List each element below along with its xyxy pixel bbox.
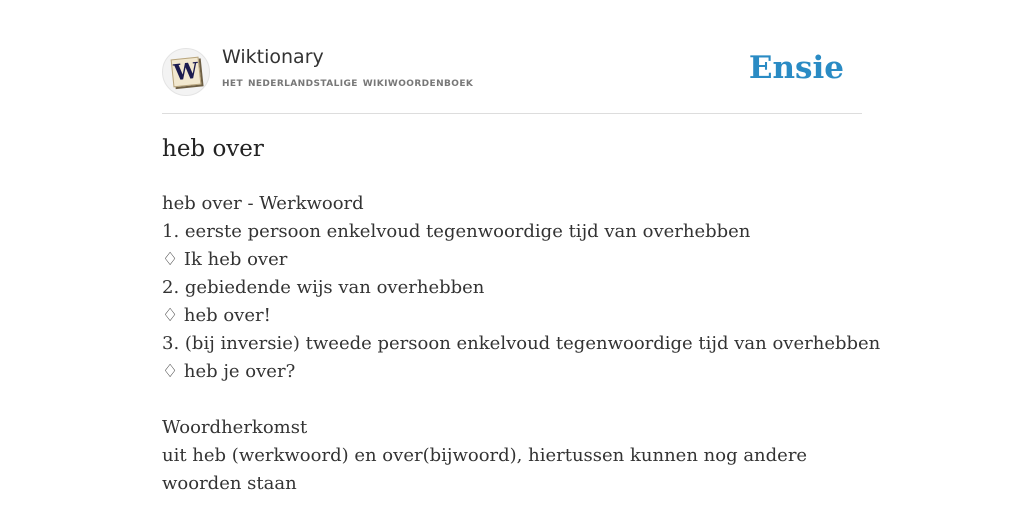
definition-text: 3. (bij inversie) tweede persoon enkelvoud tegenwoordige tijd van overhebben: [162, 333, 881, 354]
entry-heading: heb over - Werkwoord: [162, 193, 364, 214]
definition-text: 2. gebiedende wijs van overhebben: [162, 277, 485, 298]
definition-example: ♢ heb je over?: [162, 361, 296, 382]
header-divider: [162, 113, 862, 114]
etymology-heading: Woordherkomst: [162, 417, 308, 438]
entry-content: [162, 190, 881, 498]
site-tagline: het nederlandstalige wikiwoordenboek: [222, 75, 474, 90]
definition-text: 1. eerste persoon enkelvoud tegenwoordige tijd van overhebben: [162, 221, 751, 242]
site-header: [162, 44, 862, 96]
definition-example: ♢ heb over!: [162, 305, 271, 326]
definition-example: ♢ Ik heb over: [162, 249, 288, 270]
etymology-text: uit heb (werkwoord) en over(bijwoord), hiertussen kunnen nog andere woorden staan: [162, 445, 808, 494]
logo-tile: [171, 57, 202, 88]
site-name[interactable]: Wiktionary: [222, 46, 324, 68]
section-spacer: [162, 386, 862, 414]
page-title: heb over: [162, 136, 264, 162]
wiktionary-logo-icon[interactable]: [162, 48, 210, 96]
ensie-brand-link[interactable]: Ensie: [748, 50, 844, 86]
logo-letter: W: [172, 57, 200, 87]
